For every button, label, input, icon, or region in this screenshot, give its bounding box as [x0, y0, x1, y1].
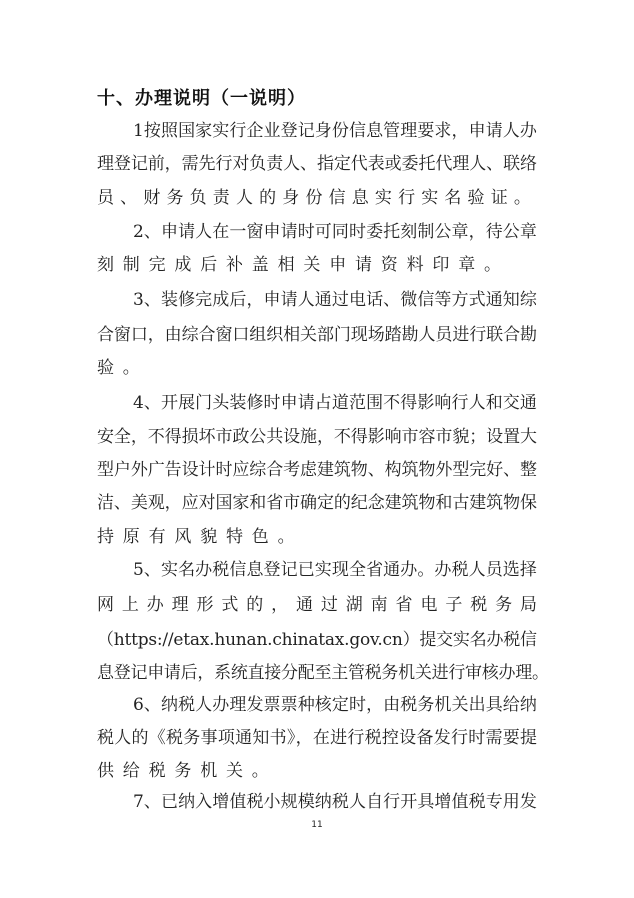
paragraph-line: 3、装修完成后，申请人通过电话、微信等方式通知综 — [133, 290, 537, 310]
section-heading: 十、办理说明（一说明） — [97, 88, 306, 109]
paragraph-line: 持原有风貌特色。 — [97, 527, 304, 547]
paragraph-line: 合窗口，由综合窗口组织相关部门现场踏勘人员进行联合勘 — [97, 325, 537, 345]
paragraph-line: 税人的《税务事项通知书》，在进行税控设备发行时需要提 — [97, 728, 538, 748]
paragraph-line: 员、财务负责人的身份信息实行实名验证。 — [97, 188, 538, 208]
paragraph-line: 6、纳税人办理发票票种核定时，由税务机关出具给纳 — [133, 695, 537, 715]
page-number: 11 — [311, 820, 323, 830]
paragraph-line: 2、申请人在一窗申请时可同时委托刻制公章，待公章 — [133, 222, 537, 242]
paragraph-line: 7、已纳入增值税小规模纳税人自行开具增值税专用发 — [133, 792, 537, 812]
paragraph-line: 理登记前，需先行对负责人、指定代表或委托代理人、联络 — [97, 154, 537, 174]
paragraph-line: 5、实名办税信息登记已实现全省通办。办税人员选择 — [133, 560, 537, 580]
paragraph-line: 1按照国家实行企业登记身份信息管理要求，申请人办 — [133, 121, 537, 141]
paragraph-line: （https://etax.hunan.chinatax.gov.cn）提交实名办税信 — [97, 630, 537, 650]
paragraph-line: 型户外广告设计时应综合考虑建筑物、构筑物外型完好、整 — [97, 460, 537, 480]
paragraph-line: 网上办理形式的，通过湖南省电子税务局 — [97, 595, 545, 615]
paragraph-line: 刻制完成后补盖相关申请资料印章。 — [97, 255, 510, 275]
paragraph-line: 4、开展门头装修时申请占道范围不得影响行人和交通 — [133, 393, 537, 413]
paragraph-line: 洁、美观，应对国家和省市确定的纪念建筑物和古建筑物保 — [97, 493, 537, 513]
paragraph-line: 验。 — [97, 358, 149, 378]
paragraph-line: 息登记申请后，系统直接分配至主管税务机关进行审核办理。 — [97, 663, 549, 683]
paragraph-line: 安全，不得损坏市政公共设施，不得影响市容市貌；设置大 — [97, 427, 537, 447]
paragraph-line: 供给税务机关。 — [97, 761, 278, 781]
